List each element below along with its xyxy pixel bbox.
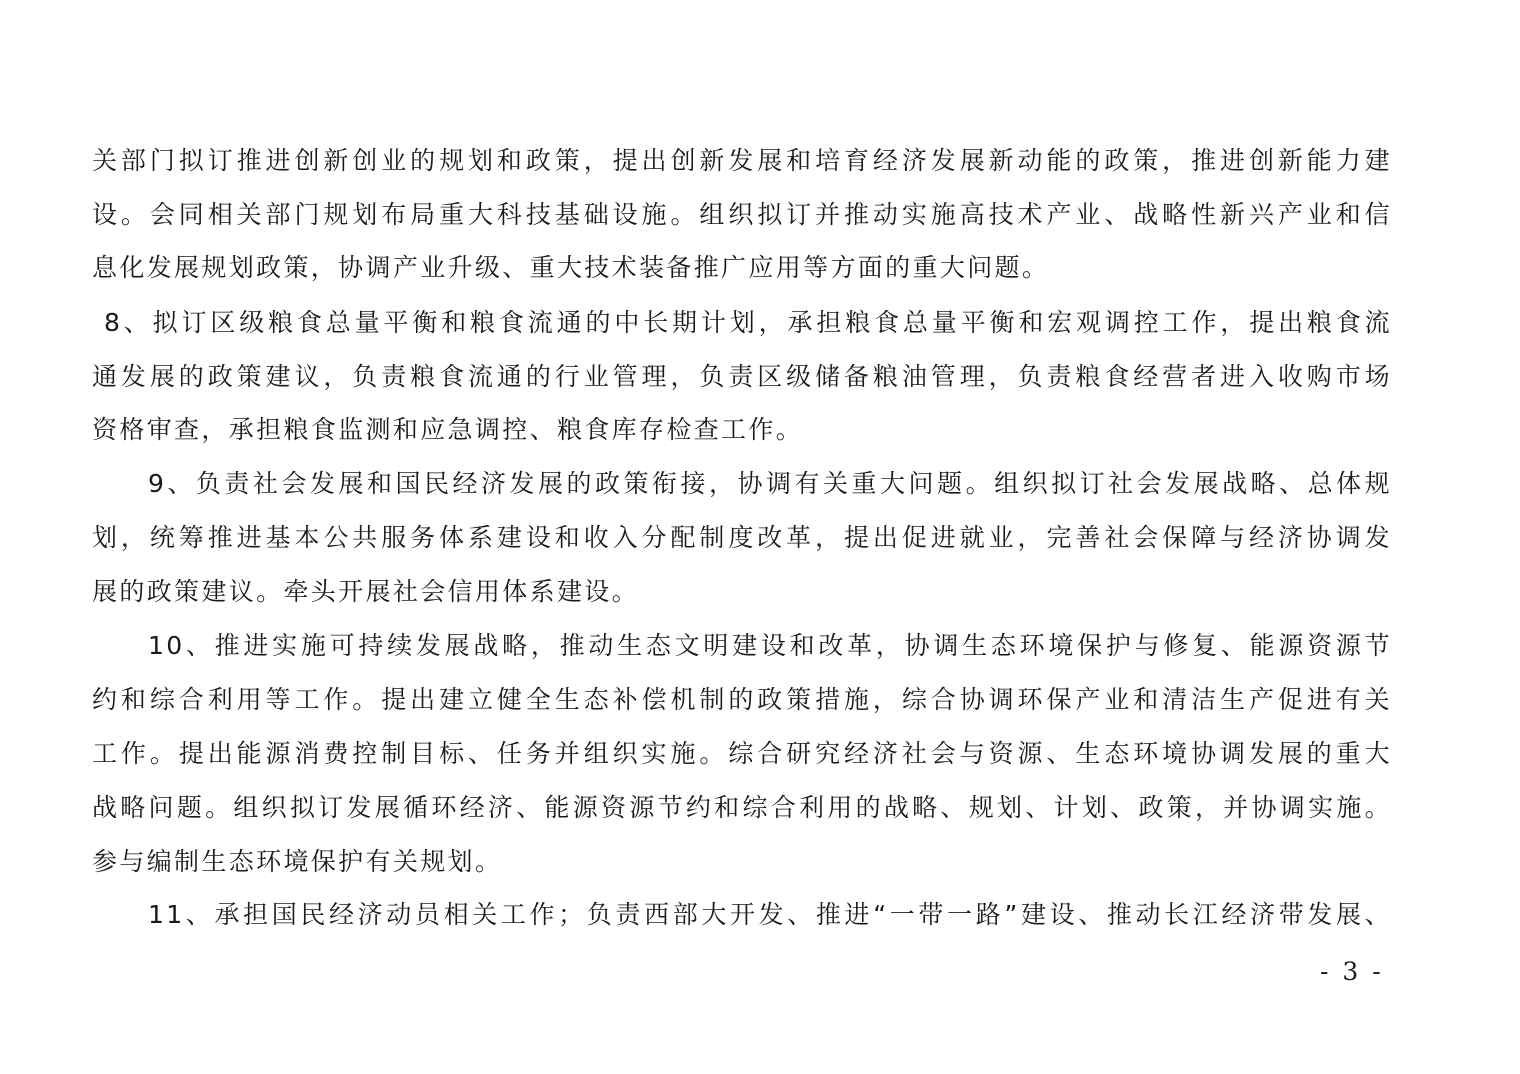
text-line-5: 通发展的政策建议，负责粮食流通的行业管理，负责区级储备粮油管理，负责粮食经营者进入收购市场 <box>92 362 1392 391</box>
text-line-1: 关部门拟订推进创新创业的规划和政策，提出创新发展和培育经济发展新动能的政策，推进创新能力建 <box>92 146 1392 175</box>
text-line-15: 11、承担国民经济动员相关工作；负责西部大开发、推进“一带一路”建设、推动长江经济带发展、 <box>148 900 1392 929</box>
text-line-9: 展的政策建议。牵头开展社会信用体系建设。 <box>92 577 640 606</box>
page-number: - 3 - <box>1320 957 1384 986</box>
text-line-11: 约和综合利用等工作。提出建立健全生态补偿机制的政策措施，综合协调环保产业和清洁生产促进有关 <box>92 685 1392 714</box>
text-line-3: 息化发展规划政策，协调产业升级、重大技术装备推广应用等方面的重大问题。 <box>92 253 1050 282</box>
text-line-4: 8、拟订区级粮食总量平衡和粮食流通的中长期计划，承担粮食总量平衡和宏观调控工作，提出粮食流 <box>104 308 1392 337</box>
text-line-14: 参与编制生态环境保护有关规划。 <box>92 847 503 876</box>
text-line-13: 战略问题。组织拟订发展循环经济、能源资源节约和综合利用的战略、规划、计划、政策，并协调实施。 <box>92 793 1392 822</box>
text-line-2: 设。会同相关部门规划布局重大科技基础设施。组织拟订并推动实施高技术产业、战略性新兴产业和信 <box>92 200 1392 229</box>
text-line-7: 9、负责社会发展和国民经济发展的政策衔接，协调有关重大问题。组织拟订社会发展战略、总体规 <box>148 469 1392 498</box>
text-line-8: 划，统筹推进基本公共服务体系建设和收入分配制度改革，提出促进就业，完善社会保障与经济协调发 <box>92 523 1392 552</box>
text-line-6: 资格审查，承担粮食监测和应急调控、粮食库存检查工作。 <box>92 415 804 444</box>
text-line-10: 10、推进实施可持续发展战略，推动生态文明建设和改革，协调生态环境保护与修复、能源资源节 <box>148 631 1392 660</box>
text-line-12: 工作。提出能源消费控制目标、任务并组织实施。综合研究经济社会与资源、生态环境协调发展的重大 <box>92 739 1392 768</box>
